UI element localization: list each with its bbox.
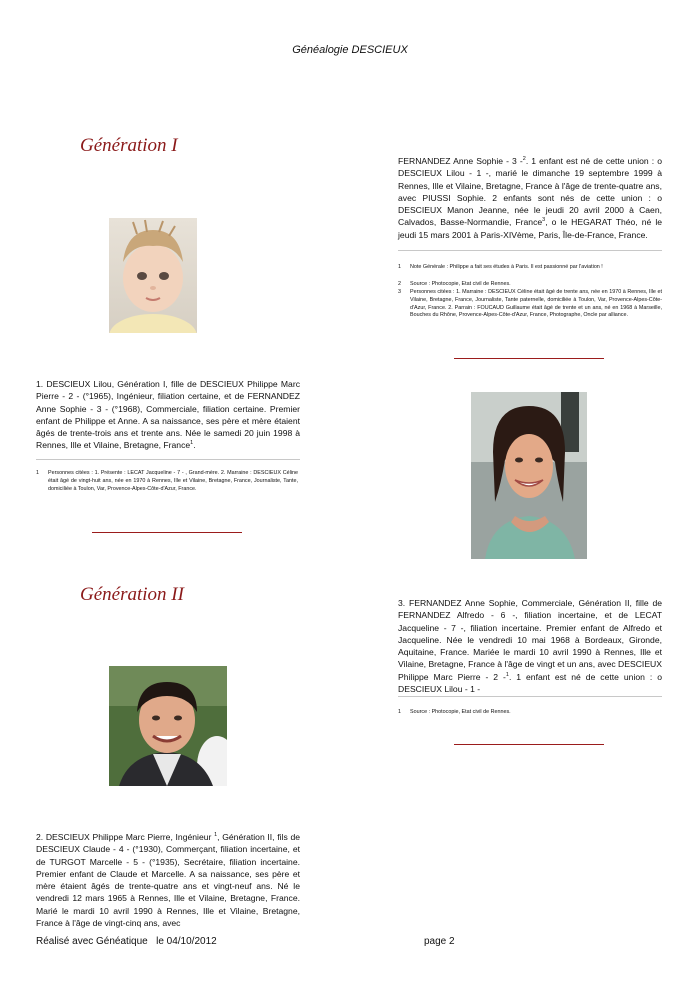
entry-1-footnote-ref: 1 <box>190 440 194 447</box>
entry-1-footnote <box>36 470 298 493</box>
photo-anne-sophie <box>471 392 587 559</box>
entry-2-footnote-2 <box>398 281 662 289</box>
entry-3-body-a: 3. FERNANDEZ Anne Sophie, Commerciale, Génération II, fille de FERNANDEZ Alfredo - 6 -, filiation incertaine, et de LECAT Jacqueline - 7 -, filiation incertaine. Premier enfant de Alfredo et Jacqueline. Née le vendredi 10 mai 1968 à Bordeaux, Gironde, Aquitaine, France. Mariée le mardi 10 avril 1990 à Rennes, Ille et Vilaine, Bretagne, France à l'âge de vingt et un ans, avec DESCIEUX Philippe Marc Pierre - 2 - <box>398 598 662 682</box>
entry-2-text <box>36 831 300 929</box>
footnote-ref-3: 3 <box>542 217 546 224</box>
section-divider <box>454 744 604 745</box>
footnote-text: Personnes citées : 1. Présente : LECAT Jacqueline - 7 - , Grand-mère. 2. Marraine : DESCIEUX Céline était âgé de vingt-huit ans, née en 1970 à Rennes, Ille et Vilaine, Bretagne, France, Journaliste, Tante, domiciliée à Toulon, Var, Provence-Alpes-Côte-d'Azur, France. <box>48 470 298 492</box>
footer-page-number: page 2 <box>424 936 455 947</box>
entry-2-footnote-1 <box>398 264 662 272</box>
footnote-text: Source : Photocopie, Etat civil de Rennes. <box>410 709 511 715</box>
footer-date: le 04/10/2012 <box>156 936 217 947</box>
entry-3-body-b: . 1 enfant est né de cette union : o DESCIEUX Lilou - 1 - <box>398 671 662 695</box>
entry-2-body-a: 2. DESCIEUX Philippe Marc Pierre, Ingénieur <box>36 832 215 842</box>
footnote-number: 1 <box>36 470 39 476</box>
footnote-number: 1 <box>398 264 401 270</box>
entry-2-cont-c: , o le HEGARAT Théo, né le jeudi 15 mars 2001 à Paris-XIVème, Paris, Île-de-France, France. <box>398 217 663 240</box>
generation-2-title: Génération II <box>80 584 184 605</box>
entry-2-continuation <box>398 155 662 241</box>
footnote-number: 3 <box>398 289 401 295</box>
page-header: Généalogie DESCIEUX <box>292 44 408 56</box>
footnote-number: 2 <box>398 281 401 287</box>
entry-2-footnote-ref: 1 <box>214 832 218 839</box>
footnote-number: 1 <box>398 709 401 715</box>
footnote-separator <box>398 250 662 251</box>
entry-2-body-b: , Génération II, fils de DESCIEUX Claude - 4 - (°1930), Commerçant, filiation incertaine, et de TURGOT Marcelle - 5 - (°1935), Secrétaire, filiation incertaine. Premier enfant de Claude et Marcelle. A sa naissance, ses père et mère étaient âgés de trente-quatre ans et vingt-neuf ans. Né le vendredi 12 mars 1965 à Rennes, Ille et Vilaine, Bretagne, France. Marié le mardi 10 avril 1990 à Rennes, Ille et Vilaine, Bretagne, France à l'âge de vingt-cinq ans, avec <box>36 832 301 929</box>
entry-3-footnote-ref: 1 <box>505 671 509 678</box>
entry-2-cont-b: . 1 enfant est né de cette union : o DESCIEUX Lilou - 1 -, marié le dimanche 19 septembre 1999 à Rennes, Ille et Vilaine, Bretagne, France à l'âge de trente-quatre ans, avec PIUSSI Sophie. 2 enfants sont nés de cette union : o DESCIEUX Manon Jeanne, née le jeudi 20 avril 2000 à Caen, Calvados, Basse-Normandie, France <box>398 156 662 228</box>
footnote-separator <box>36 459 300 460</box>
footnote-text: Source : Photocopie, Etat civil de Rennes. <box>410 281 511 287</box>
entry-1-text: 1. DESCIEUX Lilou, Génération I, fille de DESCIEUX Philippe Marc Pierre - 2 - (°1965), Ingénieur, filiation certaine, et de FERNANDEZ Anne Sophie - 3 - (°1968), Commerciale, filiation certaine. Premier enfant de Philippe et Anne. A sa naissance, ses père et mère étaient âgés de trente-trois ans et trente ans. Née le samedi 20 juin 1998 à Rennes, Ille et Vilaine, Bretagne, France$^1$. <box>36 379 300 451</box>
photo-philippe <box>109 666 227 786</box>
footnote-separator <box>398 696 662 697</box>
generation-1-title: Génération I <box>80 135 178 156</box>
entry-2-footnote-3 <box>398 289 662 320</box>
footnote-ref-2: 2 <box>522 156 526 163</box>
section-divider <box>454 358 604 359</box>
entry-2-cont-a: FERNANDEZ Anne Sophie - 3 - <box>398 156 523 166</box>
footer-software: Réalisé avec Généatique <box>36 936 148 947</box>
entry-3-footnote <box>398 709 662 717</box>
entry-1-body: 1. DESCIEUX Lilou, Génération I, fille de DESCIEUX Philippe Marc Pierre - 2 - (°1965), Ingénieur, filiation certaine, et de FERNANDEZ Anne Sophie - 3 - (°1968), Commerciale, filiation certaine. Premier enfant de Philippe et Anne. A sa naissance, ses père et mère étaient âgés de trente-trois ans et trente ans. Née le samedi 20 juin 1998 à Rennes, Ille et Vilaine, Bretagne, France <box>36 379 300 451</box>
footer-made-with <box>36 936 217 947</box>
section-divider <box>92 532 242 533</box>
footnote-text: Note Générale : Philippe a fait ses études à Paris. Il est passionné par l'aviation ! <box>410 264 603 270</box>
photo-lilou <box>109 218 197 333</box>
footnote-text: Personnes citées : 1. Marraine : DESCIEUX Céline était âgé de trente ans, née en 1970 à Rennes, Ille et Vilaine, Bretagne, France, Journaliste, Tante paternelle, domiciliée à Toulon, Var, Provence-Alpes-Côte-d'Azur, France. 2. Parrain : FOUCAUD Guillaume était âgé de trente et un ans, né en 1968 à Marseille, Bouches du Rhône, Provence-Alpes-Côte-d'Azur, France, Photographe, Oncle par alliance. <box>410 289 662 319</box>
entry-3-text <box>398 597 662 695</box>
